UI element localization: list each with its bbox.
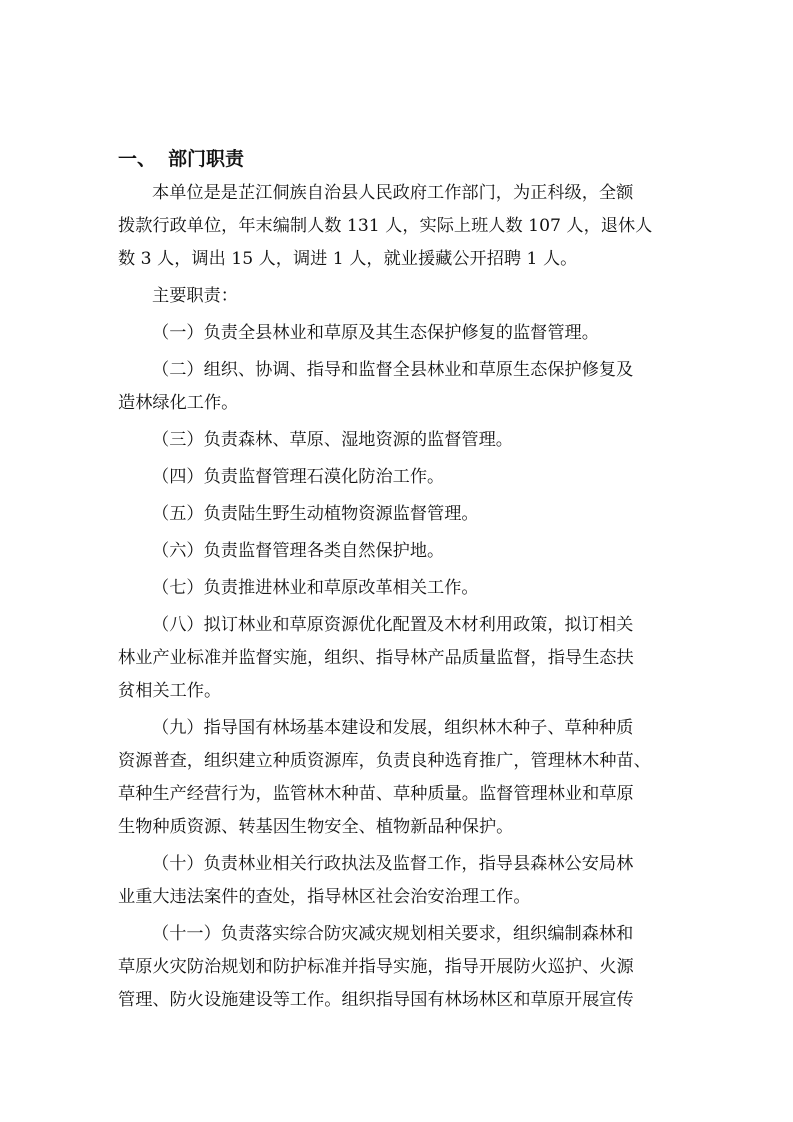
paragraph-line: 草种生产经营行为，监管林木种苗、草种质量。监督管理林业和草原 (118, 784, 634, 804)
paragraph (118, 461, 684, 494)
paragraph-line: 造林绿化工作。 (118, 393, 239, 413)
section-title: 部门职责 (168, 148, 245, 170)
paragraph (118, 918, 684, 1017)
section-heading (118, 143, 684, 175)
section-body (118, 177, 684, 1017)
paragraph-line: 数 3 人，调出 15 人，调进 1 人，就业援藏公开招聘 1 人。 (118, 249, 578, 269)
paragraph-line: 林业产业标准并监督实施，组织、指导林产品质量监督，指导生态扶 (118, 648, 634, 668)
paragraph-line: （一）负责全县林业和草原及其生态保护修复的监督管理。 (152, 323, 599, 343)
paragraph-line: 业重大违法案件的查处，指导林区社会治安治理工作。 (118, 887, 531, 907)
paragraph-line: 拨款行政单位，年末编制人数 131 人，实际上班人数 107 人，退休人 (118, 216, 653, 236)
paragraph-line: 贫相关工作。 (118, 681, 222, 701)
paragraph-line: 管理、防火设施建设等工作。组织指导国有林场林区和草原开展宣传 (118, 990, 634, 1010)
paragraph (118, 848, 684, 914)
paragraph-line: 资源普查，组织建立种质资源库，负责良种选育推广，管理林木种苗、 (118, 751, 651, 771)
document-page (118, 143, 684, 1021)
paragraph (118, 424, 684, 457)
paragraph-line: （十）负责林业相关行政执法及监督工作，指导县森林公安局林 (152, 854, 634, 874)
paragraph-line: 本单位是是芷江侗族自治县人民政府工作部门，为正科级，全额 (152, 183, 634, 203)
paragraph-line: （五）负责陆生野生动植物资源监督管理。 (152, 504, 479, 524)
paragraph (118, 572, 684, 605)
paragraph (118, 712, 684, 844)
paragraph (118, 280, 684, 313)
paragraph (118, 177, 684, 276)
paragraph-line: 草原火灾防治规划和防护标准并指导实施，指导开展防火巡护、火源 (118, 957, 634, 977)
paragraph-line: （九）指导国有林场基本建设和发展，组织林木种子、草种种质 (152, 718, 634, 738)
paragraph (118, 609, 684, 708)
paragraph (118, 317, 684, 350)
paragraph (118, 498, 684, 531)
paragraph-line: 主要职责： (152, 286, 238, 306)
paragraph-line: （十一）负责落实综合防灾减灾规划相关要求，组织编制森林和 (152, 924, 634, 944)
paragraph-line: （七）负责推进林业和草原改革相关工作。 (152, 578, 479, 598)
paragraph-line: （四）负责监督管理石漠化防治工作。 (152, 467, 445, 487)
paragraph-line: （三）负责森林、草原、湿地资源的监督管理。 (152, 430, 513, 450)
paragraph (118, 535, 684, 568)
paragraph-line: （二）组织、协调、指导和监督全县林业和草原生态保护修复及 (152, 360, 634, 380)
paragraph-line: （八）拟订林业和草原资源优化配置及木材利用政策，拟订相关 (152, 615, 634, 635)
paragraph-line: （六）负责监督管理各类自然保护地。 (152, 541, 445, 561)
section-number: 一、 (118, 148, 157, 170)
paragraph-line: 生物种质资源、转基因生物安全、植物新品种保护。 (118, 817, 514, 837)
paragraph (118, 354, 684, 420)
